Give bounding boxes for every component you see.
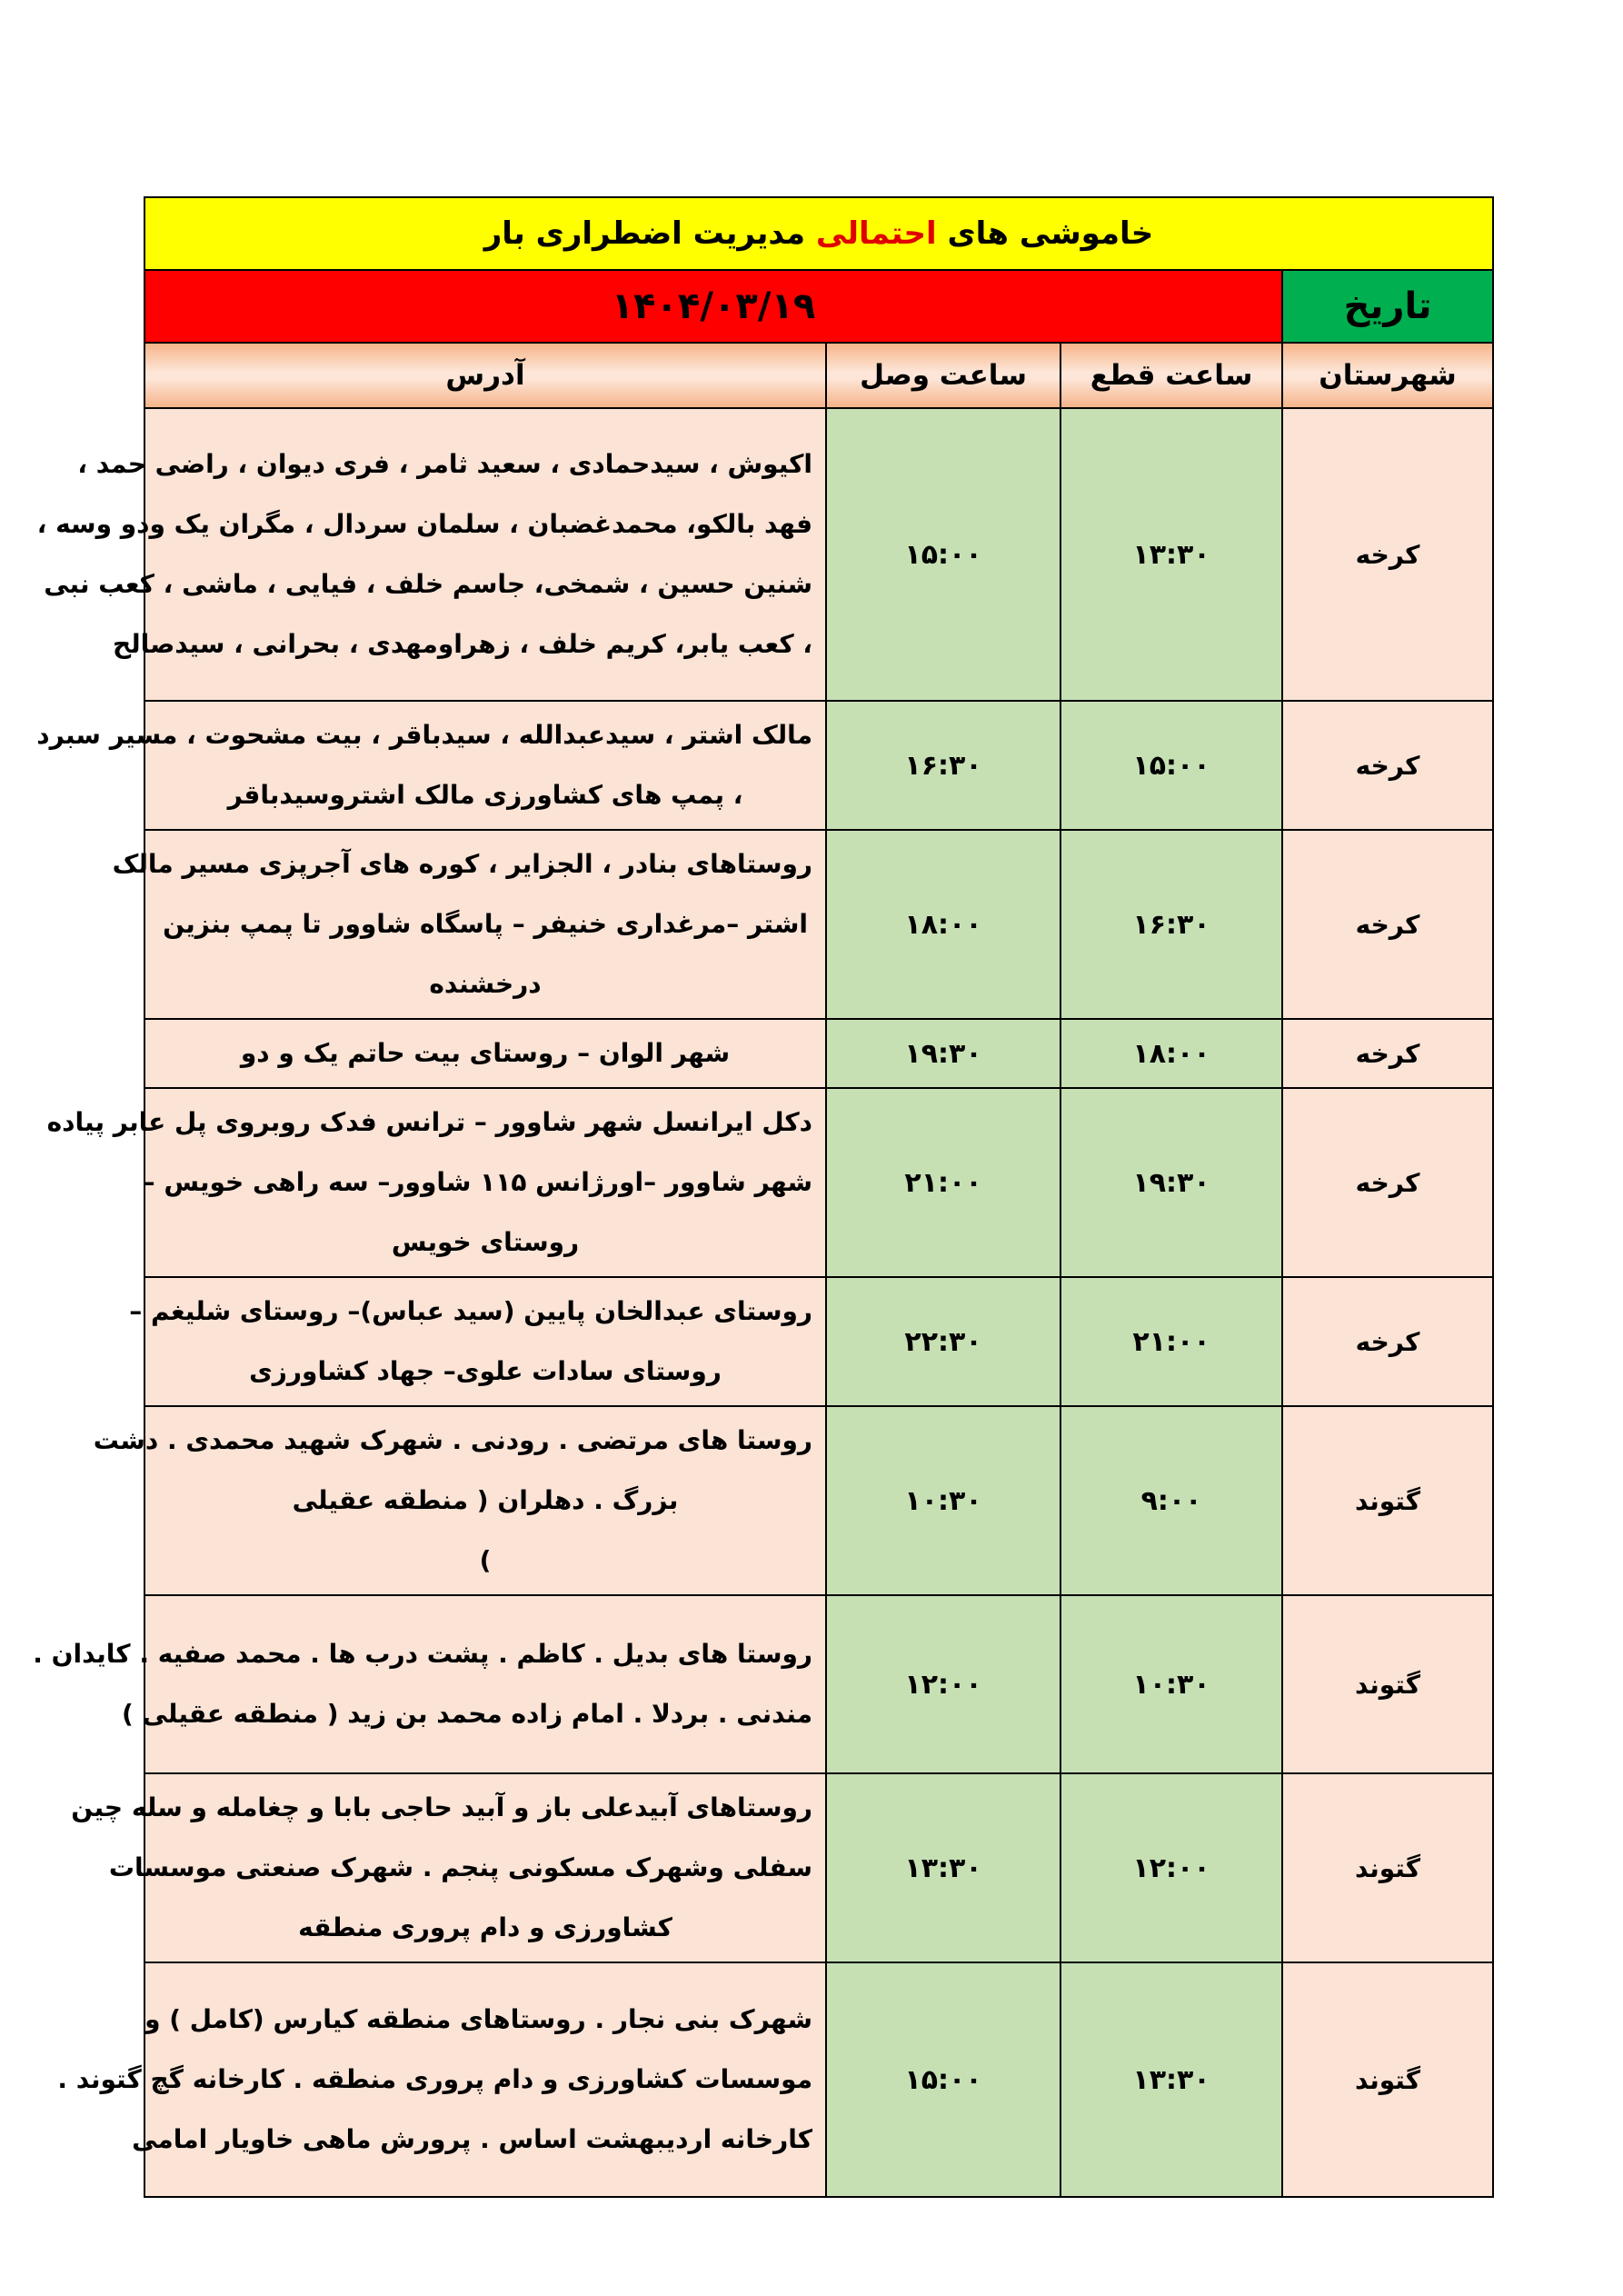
table-row (144, 1406, 1493, 1595)
address-line: سفلی وشهرک مسکونی پنجم . شهرک صنعتی موسسات (108, 1852, 813, 1882)
row-city: کرخه (1282, 408, 1493, 701)
address-line: کشاورزی و دام پروری منطقه (298, 1912, 672, 1942)
row-city: کرخه (1282, 1019, 1493, 1088)
address-line: مالک اشتر ، سیدعبدالله ، سیدباقر ، بیت مشحوت ، مسیر سبرد (36, 720, 813, 750)
row-address (36, 408, 826, 701)
outage-schedule-sheet (33, 196, 1492, 2198)
row-city: کرخه (1282, 830, 1493, 1019)
header-row (144, 343, 1493, 408)
address-line: موسسات کشاورزی و دام پروری منطقه . کارخانه گچ گتوند . (57, 2064, 813, 2094)
row-connect-time: ۱۵:۰۰ (826, 408, 1060, 701)
address-line: ، کعب یابر، کریم خلف ، زهراومهدی ، بحرانی ، سیدصالح (112, 629, 813, 659)
table-row (144, 830, 1493, 1019)
row-city: کرخه (1282, 701, 1493, 830)
row-connect-time: ۱۳:۳۰ (826, 1773, 1060, 1962)
outage-table (33, 196, 1494, 2198)
row-connect-time: ۱۶:۳۰ (826, 701, 1060, 830)
address-line: شهر شاوور –اورژانس ۱۱۵ شاوور– سه راهی خویس – (142, 1167, 813, 1197)
row-cut-time: ۱۸:۰۰ (1060, 1019, 1282, 1088)
date-label: تاریخ (1282, 270, 1493, 343)
row-address (46, 1088, 826, 1277)
table-row (144, 1773, 1493, 1962)
address-line: شنین حسین ، شمخی، جاسم خلف ، فیایی ، ماشی ، کعب نبی (44, 569, 813, 599)
row-address (144, 1019, 826, 1088)
address-line: روستای خویس (391, 1227, 580, 1257)
row-city: کرخه (1282, 1277, 1493, 1406)
address-line: اکیوش ، سیدحمادی ، سعید ثامر ، فری دیوان ، راضی حمد ، (77, 449, 813, 479)
row-connect-time: ۱۲:۰۰ (826, 1595, 1060, 1773)
row-connect-time: ۲۲:۳۰ (826, 1277, 1060, 1406)
address-line: روستاهای آبیدعلی باز و آبید حاجی بابا و چغامله و سله چین (71, 1792, 813, 1822)
row-city: کرخه (1282, 1088, 1493, 1277)
date-value: ۱۴۰۴/۰۳/۱۹ (144, 270, 1282, 343)
title-accent: احتمالی (815, 215, 937, 252)
header-city: شهرستان (1282, 343, 1493, 408)
row-address (33, 1595, 826, 1773)
row-cut-time: ۹:۰۰ (1060, 1406, 1282, 1595)
row-cut-time: ۱۹:۳۰ (1060, 1088, 1282, 1277)
row-address (36, 701, 826, 830)
address-line: شهر الوان – روستای بیت حاتم یک و دو (240, 1038, 731, 1068)
address-line: روستای سادات علوی– جهاد کشاورزی (249, 1356, 722, 1386)
row-cut-time: ۱۳:۳۰ (1060, 1962, 1282, 2197)
header-address: آدرس (144, 343, 826, 408)
row-cut-time: ۱۰:۳۰ (1060, 1595, 1282, 1773)
table-row (144, 408, 1493, 701)
address-line: ) (479, 1545, 492, 1575)
row-connect-time: ۲۱:۰۰ (826, 1088, 1060, 1277)
address-line: کارخانه اردیبهشت اساس . پرورش ماهی خاویار امامی (132, 2124, 813, 2154)
row-city: گتوند (1282, 1962, 1493, 2197)
row-address (112, 830, 826, 1019)
address-line: روستاهای بنادر ، الجزایر ، کوره های آجرپزی مسیر مالک (112, 849, 813, 879)
row-address (71, 1773, 826, 1962)
table-row (144, 1277, 1493, 1406)
table-row (144, 1595, 1493, 1773)
address-line: شهرک بنی نجار . روستاهای منطقه کیارس (کامل ) و (144, 2004, 813, 2034)
table-row (144, 1019, 1493, 1088)
page-title (144, 197, 1493, 270)
address-line: روستا های مرتضی . رودنی . شهرک شهید محمدی . دشت (93, 1425, 813, 1455)
table-row (144, 1088, 1493, 1277)
table-body (33, 408, 1493, 2197)
address-line: درخشنده (429, 969, 542, 999)
row-connect-time: ۱۹:۳۰ (826, 1019, 1060, 1088)
row-cut-time: ۱۳:۳۰ (1060, 408, 1282, 701)
address-line: اشتر –مرغداری خنیفر – پاسگاه شاوور تا پمپ بنزین (163, 909, 808, 939)
address-line: روستای عبدالخان پایین (سید عباس)– روستای شلیغم – (129, 1296, 813, 1326)
title-before: خاموشی های (947, 215, 1154, 252)
row-city: گتوند (1282, 1595, 1493, 1773)
row-connect-time: ۱۸:۰۰ (826, 830, 1060, 1019)
address-line: فهد بالکو، محمدغضبان ، سلمان سردال ، مگران یک ودو وسه ، (36, 509, 813, 539)
address-line: روستا های بدیل . کاظم . پشت درب ها . محمد صفیه . کایدان . (33, 1639, 813, 1669)
table-row (144, 701, 1493, 830)
row-connect-time: ۱۵:۰۰ (826, 1962, 1060, 2197)
address-line: بزرگ . دهلران ( منطقه عقیلی (292, 1485, 679, 1515)
header-connect-time: ساعت وصل (826, 343, 1060, 408)
address-line: ، پمپ های کشاورزی مالک اشتروسیدباقر (227, 780, 743, 810)
address-line: مندنی . بردلا . امام زاده محمد بن زید ( منطقه عقیلی ) (122, 1699, 813, 1729)
title-after: مدیریت اضطراری بار (483, 215, 806, 252)
row-address (57, 1962, 826, 2197)
header-cut-time: ساعت قطع (1060, 343, 1282, 408)
row-cut-time: ۱۲:۰۰ (1060, 1773, 1282, 1962)
row-city: گتوند (1282, 1406, 1493, 1595)
row-cut-time: ۱۵:۰۰ (1060, 701, 1282, 830)
row-city: گتوند (1282, 1773, 1493, 1962)
address-line: دکل ایرانسل شهر شاوور – ترانس فدک روبروی پل عابر پیاده (46, 1107, 813, 1137)
row-cut-time: ۲۱:۰۰ (1060, 1277, 1282, 1406)
row-address (129, 1277, 826, 1406)
title-row (144, 197, 1493, 270)
table-row (144, 1962, 1493, 2197)
row-address (93, 1406, 826, 1595)
row-connect-time: ۱۰:۳۰ (826, 1406, 1060, 1595)
row-cut-time: ۱۶:۳۰ (1060, 830, 1282, 1019)
date-row (144, 270, 1493, 343)
